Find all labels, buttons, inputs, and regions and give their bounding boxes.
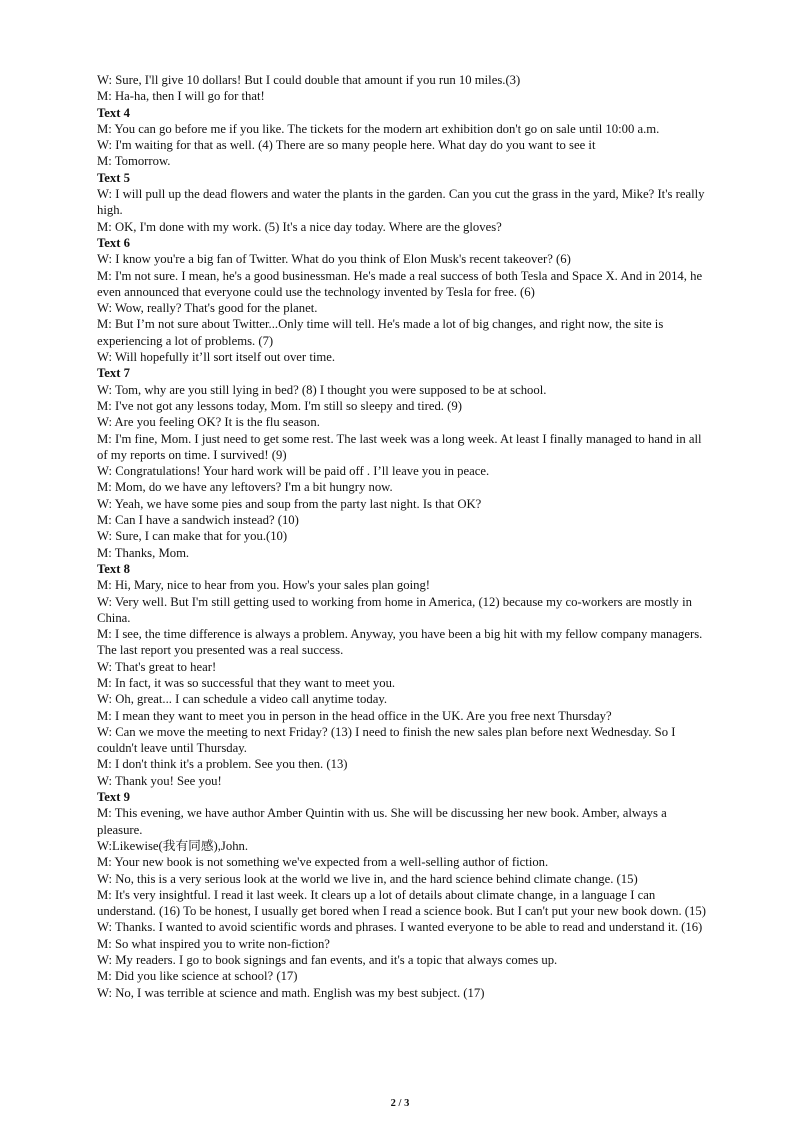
dialogue-line: M: I'm not sure. I mean, he's a good businessman. He's made a real success of both Tesla and Space X. And in 2014, he even announced that everyone could use the technology invented by Tesla for free. (6) xyxy=(97,268,703,299)
dialogue-line: W: No, I was terrible at science and math. English was my best subject. (17) xyxy=(97,985,485,1000)
transcript-body xyxy=(97,72,708,1001)
dialogue-line: W: I will pull up the dead flowers and water the plants in the garden. Can you cut the grass in the yard, Mike? It's really high. xyxy=(97,187,705,218)
page-number: 2 / 3 xyxy=(390,1098,410,1109)
dialogue-line: M: I mean they want to meet you in person in the head office in the UK. Are you free next Thursday? xyxy=(97,708,612,723)
dialogue-line: M: But I’m not sure about Twitter...Only time will tell. He's made a lot of big changes, and right now, the site is experiencing a lot of problems. (7) xyxy=(97,317,664,348)
dialogue-line: W: Oh, great... I can schedule a video call anytime today. xyxy=(97,692,388,707)
dialogue-line: M: Thanks, Mom. xyxy=(97,545,190,560)
dialogue-line: M: This evening, we have author Amber Quintin with us. She will be discussing her new book. Amber, always a pleasure. xyxy=(97,806,667,837)
dialogue-line: M: Ha-ha, then I will go for that! xyxy=(97,89,265,104)
dialogue-line: W: No, this is a very serious look at the world we live in, and the hard science behind climate change. (15) xyxy=(97,871,638,886)
dialogue-line: M: I see, the time difference is always a problem. Anyway, you have been a big hit with my fellow company managers. The last report you presented was a real success. xyxy=(97,627,703,658)
dialogue-line: W:Likewise(我有同感),John. xyxy=(97,838,249,853)
dialogue-line: W: I'm waiting for that as well. (4) There are so many people here. What day do you want to see it xyxy=(97,138,596,153)
section-heading: Text 6 xyxy=(97,235,131,250)
dialogue-line: W: Are you feeling OK? It is the flu season. xyxy=(97,415,320,430)
dialogue-line: W: Wow, really? That's good for the planet. xyxy=(97,301,318,316)
dialogue-line: M: So what inspired you to write non-fiction? xyxy=(97,936,330,951)
dialogue-line: M: OK, I'm done with my work. (5) It's a nice day today. Where are the gloves? xyxy=(97,219,502,234)
dialogue-line: W: Very well. But I'm still getting used to working from home in America, (12) because my co-workers are mostly in China. xyxy=(97,594,692,625)
section-heading: Text 4 xyxy=(97,105,131,120)
dialogue-line: W: Congratulations! Your hard work will be paid off . I’ll leave you in peace. xyxy=(97,464,490,479)
section-heading: Text 8 xyxy=(97,561,131,576)
dialogue-line: M: Can I have a sandwich instead? (10) xyxy=(97,513,299,528)
dialogue-line: W: Thank you! See you! xyxy=(97,773,222,788)
section-heading: Text 9 xyxy=(97,790,131,805)
dialogue-line: W: Yeah, we have some pies and soup from the party last night. Is that OK? xyxy=(97,496,482,511)
dialogue-line: W: That's great to hear! xyxy=(97,659,217,674)
section-heading: Text 7 xyxy=(97,366,131,381)
dialogue-line: M: I don't think it's a problem. See you then. (13) xyxy=(97,757,348,772)
dialogue-line: M: Tomorrow. xyxy=(97,154,171,169)
dialogue-line: M: You can go before me if you like. The tickets for the modern art exhibition don't go on sale until 10:00 a.m. xyxy=(97,121,660,136)
dialogue-line: W: Sure, I can make that for you.(10) xyxy=(97,529,288,544)
dialogue-line: M: I've not got any lessons today, Mom. I'm still so sleepy and tired. (9) xyxy=(97,398,462,413)
dialogue-line: M: It's very insightful. I read it last week. It clears up a lot of details about climate change, in a language I can understand. (16) To be honest, I usually get bored when I read a science book. But I can't put your new book down. (15) xyxy=(97,887,706,919)
dialogue-line: M: Your new book is not something we've expected from a well-selling author of fiction. xyxy=(97,855,549,870)
dialogue-line: M: Hi, Mary, nice to hear from you. How's your sales plan going! xyxy=(97,578,431,593)
dialogue-line: W: Can we move the meeting to next Friday? (13) I need to finish the new sales plan before next Wednesday. So I couldn't leave until Thursday. xyxy=(97,724,676,756)
dialogue-line: W: Thanks. I wanted to avoid scientific words and phrases. I wanted everyone to be able to read and understand it. (16) xyxy=(97,920,703,935)
dialogue-line: W: Sure, I'll give 10 dollars! But I could double that amount if you run 10 miles.(3) xyxy=(97,73,521,87)
dialogue-line: M: I'm fine, Mom. I just need to get some rest. The last week was a long week. At least I finally managed to hand in all of my reports on time. I survived! (9) xyxy=(97,431,702,462)
dialogue-line: M: In fact, it was so successful that they want to meet you. xyxy=(97,675,396,690)
dialogue-line: M: Mom, do we have any leftovers? I'm a bit hungry now. xyxy=(97,480,393,495)
dialogue-line: W: I know you're a big fan of Twitter. What do you think of Elon Musk's recent takeover? (6) xyxy=(97,252,571,267)
dialogue-line: M: Did you like science at school? (17) xyxy=(97,969,298,984)
dialogue-line: W: Tom, why are you still lying in bed? (8) I thought you were supposed to be at school. xyxy=(97,382,547,397)
dialogue-line: W: Will hopefully it’ll sort itself out over time. xyxy=(97,350,336,365)
section-heading: Text 5 xyxy=(97,170,131,185)
dialogue-line: W: My readers. I go to book signings and fan events, and it's a topic that always comes up. xyxy=(97,953,558,968)
